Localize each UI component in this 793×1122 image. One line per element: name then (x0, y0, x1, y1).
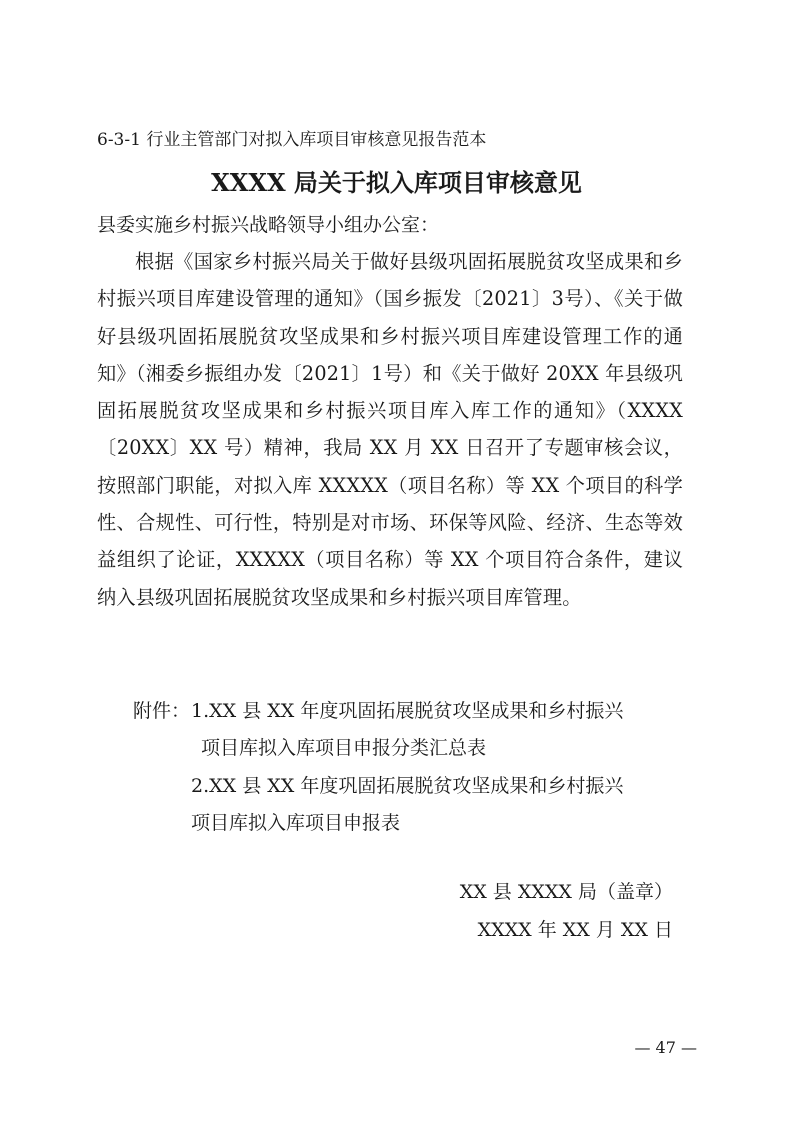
attachment-item-1-line-1: 1.XX 县 XX 年度巩固拓展脱贫攻坚成果和乡村振兴 (191, 700, 624, 722)
signature-organization: XX 县 XXXX 局（盖章） (459, 881, 673, 903)
page-number: — 47 — (634, 1038, 697, 1057)
signature-date: XXXX 年 XX 月 XX 日 (477, 919, 673, 941)
attachments-label: 附件： (133, 700, 191, 722)
attachment-item-1-line-2: 项目库拟入库项目申报分类汇总表 (201, 737, 487, 759)
attachment-item-2 (191, 768, 681, 842)
attachment-item-2-line-2: 项目库拟入库项目申报表 (191, 812, 401, 834)
salutation: 县委实施乡村振兴战略领导小组办公室： (97, 214, 440, 236)
body-paragraph: 根据《国家乡村振兴局关于做好县级巩固拓展脱贫攻坚成果和乡村振兴项目库建设管理的通知》（国乡振发〔2021〕3号）、《关于做好县级巩固拓展脱贫攻坚成果和乡村振兴项目库建设管理工作的通知》（湘委乡振组办发〔2021〕1号）和《关于做好 20XX 年县级巩固拓展脱贫攻坚成果和乡村振兴项目库入库工作的通知》（XXXX〔20XX〕XX 号）精神，我局 XX 月 XX 日召开了专题审核会议，按照部门职能，对拟入库 XXXXX（项目名称）等 XX 个项目的科学性、合规性、可行性，特别是对市场、环保等风险、经济、生态等效益组织了论证，XXXXX（项目名称）等 XX 个项目符合条件，建议纳入县级巩固拓展脱贫攻坚成果和乡村振兴项目库管理。 (97, 250, 683, 609)
section-label: 6-3-1 行业主管部门对拟入库项目审核意见报告范本 (97, 130, 487, 150)
attachment-item-1 (191, 693, 681, 767)
document-title: XXXX 局关于拟入库项目审核意见 (211, 168, 582, 197)
attachment-item-2-line-1: 2.XX 县 XX 年度巩固拓展脱贫攻坚成果和乡村振兴 (191, 775, 624, 797)
